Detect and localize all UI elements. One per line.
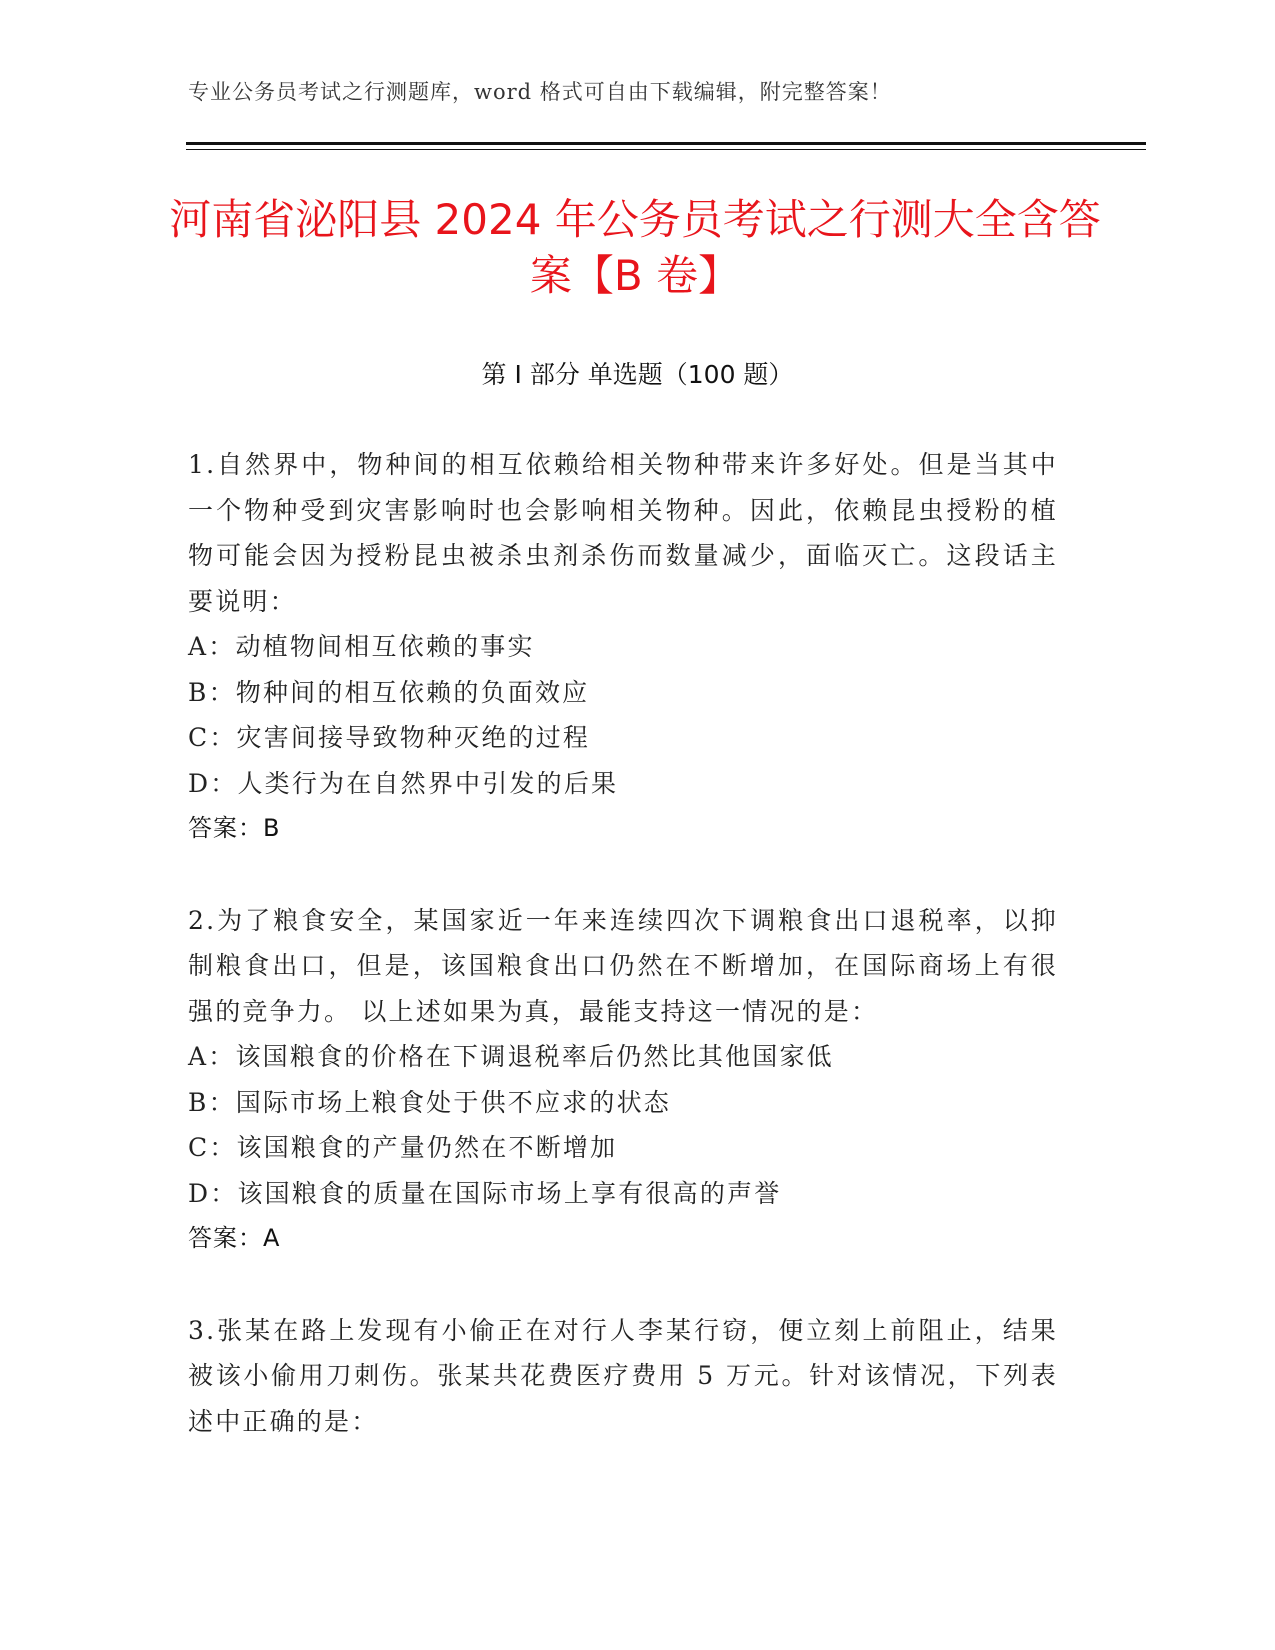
question-1 xyxy=(188,442,1058,852)
option-b: B：国际市场上粮食处于供不应求的状态 xyxy=(188,1087,671,1117)
question-stem: 3.张某在路上发现有小偷正在对行人李某行窃，便立刻上前阻止，结果被该小偷用刀刺伤。张某共花费医疗费用 5 万元。针对该情况，下列表述中正确的是： xyxy=(188,1315,1058,1436)
question-3 xyxy=(188,1308,1058,1445)
header-rule-thick xyxy=(186,142,1146,145)
option-a: A：动植物间相互依赖的事实 xyxy=(188,632,535,661)
option-c: C：该国粮食的产量仍然在不断增加 xyxy=(188,1133,618,1162)
option-d: D：该国粮食的质量在国际市场上享有很高的声誉 xyxy=(188,1178,782,1208)
header-note: 专业公务员考试之行测题库，word 格式可自由下载编辑，附完整答案！ xyxy=(188,80,892,104)
question-stem: 2.为了粮食安全，某国家近一年来连续四次下调粮食出口退税率，以抑制粮食出口，但是，该国粮食出口仍然在不断增加，在国际商场上有很强的竞争力。 以上述如果为真，最能支持这一情况的是： xyxy=(188,905,1058,1026)
question-list xyxy=(188,442,1058,1490)
answer-label: 答案：B xyxy=(188,814,281,842)
answer-label: 答案：A xyxy=(188,1224,281,1252)
document-title: 河南省泌阳县 2024 年公务员考试之行测大全含答案【B 卷】 xyxy=(169,195,1101,300)
question-stem: 1.自然界中，物种间的相互依赖给相关物种带来许多好处。但是当其中一个物种受到灾害影响时也会影响相关物种。因此，依赖昆虫授粉的植物可能会因为授粉昆虫被杀虫剂杀伤而数量减少，面临灭亡。这段话主要说明： xyxy=(188,450,1058,616)
option-a: A：该国粮食的价格在下调退税率后仍然比其他国家低 xyxy=(188,1042,834,1071)
header-rule-thin xyxy=(186,149,1146,150)
section-title: 第 I 部分 单选题（100 题） xyxy=(481,360,794,389)
question-2 xyxy=(188,898,1058,1262)
option-d: D：人类行为在自然界中引发的后果 xyxy=(188,768,619,798)
option-b: B：物种间的相互依赖的负面效应 xyxy=(188,677,590,707)
option-c: C：灾害间接导致物种灭绝的过程 xyxy=(188,723,591,752)
